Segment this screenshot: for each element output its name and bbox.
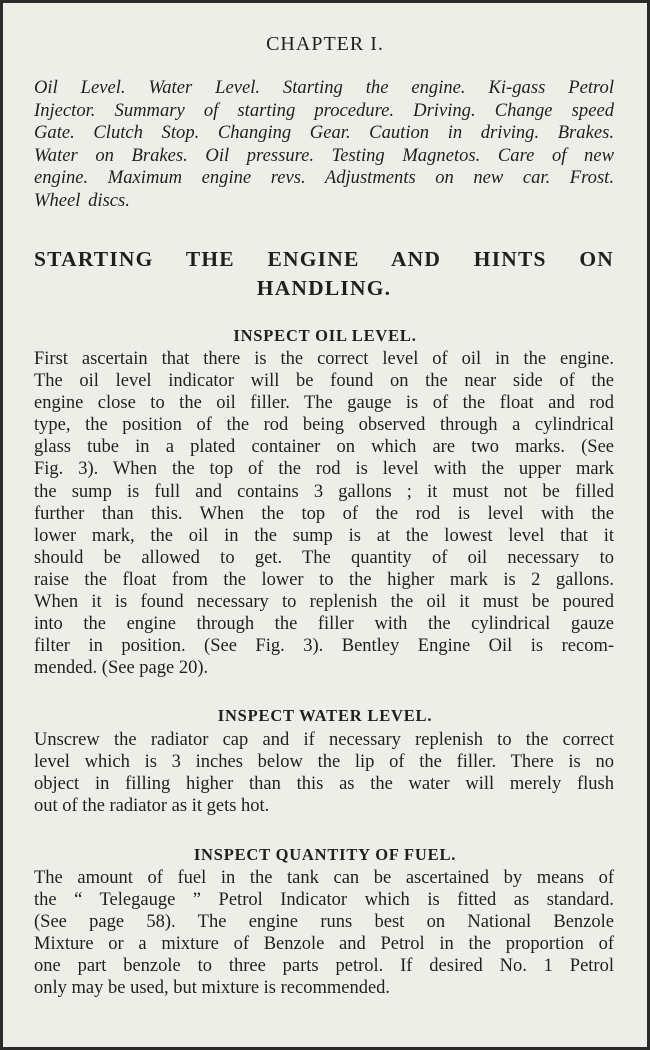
text-line: should be allowed to get. The quantity of oil necessary to xyxy=(34,547,614,568)
text-line: object in filling higher than this as the water will merely flush xyxy=(34,774,614,795)
text-line: Fig. 3). When the top of the rod is level with the upper mark xyxy=(34,459,614,480)
manual-page xyxy=(3,3,647,1047)
text-line: (See page 58). The engine runs best on National Benzole xyxy=(34,912,614,933)
text-line: one part benzole to three parts petrol. If desired No. 1 Petrol xyxy=(34,956,614,977)
text-line: When it is found necessary to replenish the oil it must be poured xyxy=(34,592,614,613)
paragraph-quantity-of-fuel xyxy=(34,867,614,1000)
heading-oil-level: INSPECT OIL LEVEL. xyxy=(233,326,417,345)
text-line: into the engine through the filler with the cylindrical gauze xyxy=(34,614,614,635)
heading-water-level: INSPECT WATER LEVEL. xyxy=(217,706,433,725)
main-title-line: HANDLING. xyxy=(256,276,392,300)
paragraph-oil-level xyxy=(34,348,614,679)
summary-line: Water on Brakes. Oil pressure. Testing Magnetos. Care of new xyxy=(34,144,614,166)
text-line: Mixture or a mixture of Benzole and Petrol in the proportion of xyxy=(34,934,614,955)
text-line: The amount of fuel in the tank can be ascertained by means of xyxy=(34,868,614,888)
text-line: engine close to the oil filler. The gauge is of the float and rod xyxy=(34,393,614,414)
text-line: only may be used, but mixture is recommended. xyxy=(34,978,391,999)
summary-line: Oil Level. Water Level. Starting the engine. Ki-gass Petrol xyxy=(34,77,614,98)
text-line: glass tube in a plated container on which are two marks. (See xyxy=(34,437,614,458)
text-line: mended. (See page 20). xyxy=(34,658,209,679)
text-line: Unscrew the radiator cap and if necessary replenish to the correct xyxy=(34,730,614,750)
text-line: out of the radiator as it gets hot. xyxy=(34,796,270,817)
text-line: The oil level indicator will be found on the near side of the xyxy=(34,371,614,392)
text-line: lower mark, the oil in the sump is at the lowest level that it xyxy=(34,525,614,546)
text-line: raise the float from the lower to the higher mark is 2 gallons. xyxy=(34,569,614,590)
section-main-title xyxy=(34,245,614,303)
text-line: First ascertain that there is the correct level of oil in the engine. xyxy=(34,349,614,369)
main-title-line: STARTING THE ENGINE AND HINTS ON xyxy=(34,247,614,271)
heading-quantity-of-fuel: INSPECT QUANTITY OF FUEL. xyxy=(193,845,457,864)
paragraph-water-level xyxy=(34,729,614,817)
text-line: the sump is full and contains 3 gallons ; it must not be filled xyxy=(34,481,614,502)
text-line: further than this. When the top of the rod is level with the xyxy=(34,503,614,524)
summary-line: Gate. Clutch Stop. Changing Gear. Caution in driving. Brakes. xyxy=(34,122,614,143)
text-line: filter in position. (See Fig. 3). Bentley Engine Oil is recom- xyxy=(34,636,614,657)
text-line: the “ Telegauge ” Petrol Indicator which is fitted as standard. xyxy=(34,890,614,911)
text-line: type, the position of the rod being observed through a cylindrical xyxy=(34,415,614,436)
summary-line: Wheel discs. xyxy=(34,189,130,211)
summary-line: engine. Maximum engine revs. Adjustments on new car. Frost. xyxy=(34,167,614,188)
summary-line: Injector. Summary of starting procedure. Driving. Change speed xyxy=(34,99,614,121)
text-line: level which is 3 inches below the lip of the filler. There is no xyxy=(34,752,614,773)
chapter-summary xyxy=(34,77,614,212)
chapter-title: CHAPTER I. xyxy=(266,33,384,55)
